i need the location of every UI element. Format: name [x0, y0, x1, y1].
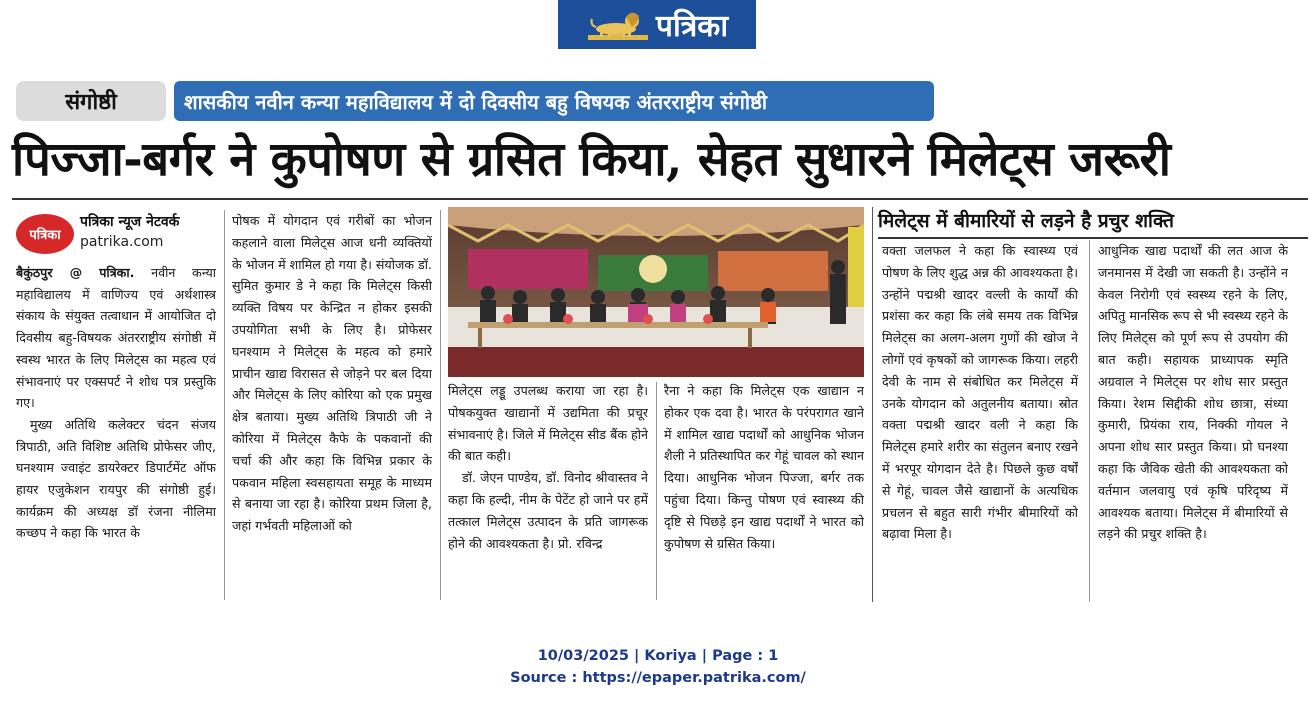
story-banner: [16, 81, 934, 121]
article-paragraph: पोषक में योगदान एवं गरीबों का भोजन कहलाने वाला मिलेट्स आज धनी व्यक्तियों के भोजन में शामिल हो गया है। संयोजक डॉ. सुमित कुमार डे ने कहा कि मिलेट्स किसी व्यक्ति विषय पर केन्द्रित न होकर इसकी उपयोगिता सभी के लिए है। प्रोफेसर घनश्याम ने मिलेट्स के महत्व को हमारे प्राचीन खाद्य विरासत से जोड़ने पर बल दिया और मिलेट्स के लिए कोरिया को एक प्रमुख क्षेत्र बताया। मुख्य अतिथि त्रिपाठी जी ने कोरिया में मिलेट्स कैफे के पकवानों की चर्चा की और कहा कि विभिन्न प्रकार के पकवान महिला स्वसहायता समूह के माध्यम से बनाया जा रहा है। कोरिया प्रथम जिला है, जहां गर्भवती महिलाओं को: [232, 213, 432, 534]
sidebar-paragraph: वक्ता जलफल ने कहा कि स्वास्थ्य एवं पोषण के लिए शुद्ध अन्न की आवश्यकता है। उन्होंने पद्मश्री खादर वल्ली के कार्यों की प्रशंसा कर कहा कि लंबे समय तक विभिन्न मिलेट्स का अलग-अलग गुणों की खोज ने लोगों एवं कृषकों को जागरूक किया। लहरी देवी के नाम से संबोधित कर मिलेट्स में उनके योगदान को अतुलनीय बताया। स्रोत वक्ता पद्मश्री खादर वली ने कहा कि मिलेट्स हमारे शरीर का संतुलन बनाए रखने में भरपूर योगदान देते है। पिछले कुछ वर्षों से गेहूं, चावल जैसे खाद्यानों के अत्यधिक प्रचलन से बहुत सारी गंभीर बीमारियों को बढ़ावा मिला है।: [882, 243, 1078, 542]
byline-site: patrika.com: [80, 234, 164, 250]
event-photo: [448, 207, 864, 377]
article-column-3: [448, 380, 648, 600]
column-divider: [440, 210, 441, 600]
section-kicker: संगोष्ठी: [16, 81, 166, 121]
patrika-badge: पत्रिका: [16, 214, 74, 254]
sidebar-column-2: [1098, 240, 1288, 602]
article-column-4: [664, 380, 864, 600]
lion-icon: [586, 7, 650, 43]
article-paragraph: [16, 262, 216, 414]
byline-network: पत्रिका न्यूज नेटवर्क: [80, 214, 180, 230]
masthead-name: पत्रिका: [655, 9, 729, 44]
article-paragraph: मुख्य अतिथि कलेक्टर चंदन संजय त्रिपाठी, अति विशिष्ट अतिथि प्रोफेसर जीए, घनश्याम ज्वाइंट डायरेक्टर डिपार्टमेंट ऑफ हायर एजुकेशन रायपुर की संगोष्ठी हुई। कार्यक्रम की अध्यक्ष डॉ रंजना नीलिमा कच्छप ने कहा कि भारत के: [16, 416, 216, 541]
column-divider: [1089, 240, 1090, 602]
event-photo-image: [448, 207, 864, 377]
sidebar-heading: मिलेट्स में बीमारियों से लड़ने है प्रचुर शक्ति: [878, 207, 1308, 239]
article-paragraph: मिलेट्स लड्डू उपलब्ध कराया जा रहा है। पोषकयुक्त खाद्यानों में उद्यमिता की प्रचूर संभावनाएं है। जिले में मिलेट्स सीड बैंक होने की बात कही।: [448, 383, 648, 464]
byline: [16, 210, 226, 260]
sidebar-column-1: [882, 240, 1078, 602]
article-text: नवीन कन्या महाविद्यालय में वाणिज्य एवं अर्थशास्त्र संकाय के संयुक्त तत्वाधान में आयोजित दो दिवसीय बहु-विषयक अंतरराष्ट्रीय संगोष्ठी में स्वस्थ भारत के लिए मिलेट्स का महत्व एवं संभावनाएं पर एक्सपर्ट ने शोध पत्र प्रस्तुकि गए।: [16, 265, 216, 411]
section-divider: [872, 207, 873, 602]
footer-edition-info: 10/03/2025 | Koriya | Page : 1: [537, 648, 779, 664]
dateline: बैकुंठपुर @ पत्रिका.: [16, 265, 135, 280]
article-paragraph: डॉ. जेएन पाण्डेय, डॉ. विनोद श्रीवास्तव ने कहा कि हल्दी, नीम के पेटेंट हो जाने पर हमें तत्काल मिलेट्स उत्पादन के प्रति जागरूक होने की आवश्यकता है। प्रो. रविन्द्र: [448, 470, 648, 551]
column-divider: [224, 210, 225, 600]
article-column-2: [232, 210, 432, 600]
headline-rule: [12, 198, 1308, 200]
article-column-1: [16, 262, 216, 600]
article-paragraph: रैना ने कहा कि मिलेट्स एक खाद्यान न होकर एक दवा है। भारत के परंपरागत खाने में शामिल खाद्य पदार्थों को आधुनिक भोजन शैली ने प्रतिस्थापित कर गेहूं चावल को स्थान दिया। आधुनिक भोजन पिज्जा, बर्गर तक पहुंचा दिया। किन्तु पोषण एवं स्वास्थ्य की दृष्टि से पिछड़े इन खाद्य पदार्थों ने भारत को कुपोषण से ग्रसित किया।: [664, 383, 864, 551]
sidebar-paragraph: आधुनिक खाद्य पदार्थों की लत आज के जनमानस में देखी जा सकती है। उन्होंने न केवल निरोगी एवं स्वस्थ्य रहने के लिए, अपितु मानसिक रूप से भी स्वस्थ्य रहने के लिए मिलेट्स को पूर्ण रूप से उपयोग की बात कही। सहायक प्राध्यापक स्मृति अग्रवाल ने मिलेट्स पर शोध सार प्रस्तुत किया। रेशम सिद्दीकी शोध छात्रा, संध्या कुमारी, प्रियंका राय, निक्की गोयल ने अपना शोध सार प्रस्तुत किया। प्रो घनश्या कहा कि जैविक खेती की आवश्यकता को वर्तमान जलवायु एवं कृषि परिदृष्य में आवश्यक बताया। मिलेट्स में बीमारियों से लड़ने की प्रचुर शक्ति है।: [1098, 243, 1288, 542]
masthead-logo: [558, 0, 756, 49]
column-divider: [656, 382, 657, 600]
story-strap: शासकीय नवीन कन्या महाविद्यालय में दो दिवसीय बहु विषयक अंतरराष्ट्रीय संगोष्ठी: [174, 81, 934, 121]
footer-source: Source : https://epaper.patrika.com/: [510, 670, 806, 686]
headline: पिज्जा-बर्गर ने कुपोषण से ग्रसित किया, सेहत सुधारने मिलेट्स जरूरी: [12, 132, 1171, 187]
